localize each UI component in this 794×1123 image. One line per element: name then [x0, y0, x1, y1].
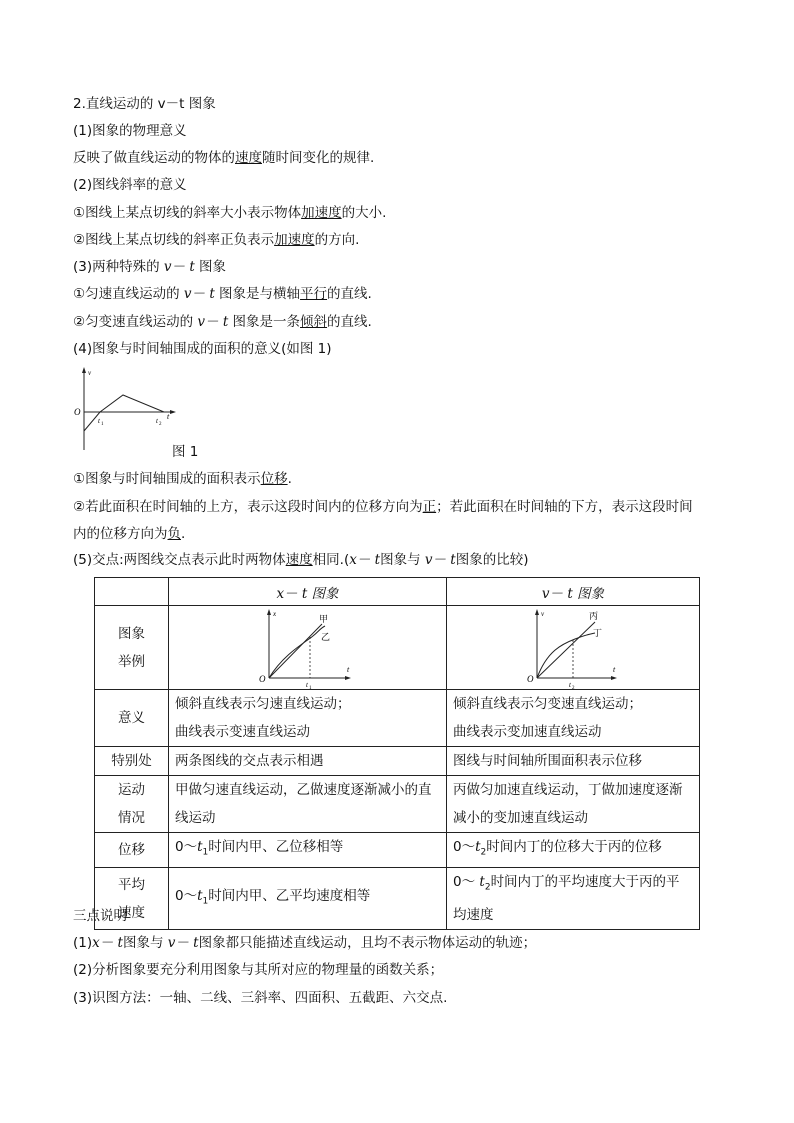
svg-text:1: 1	[101, 422, 104, 427]
cell-graph-vt	[447, 606, 700, 690]
table-row-average-velocity	[95, 867, 700, 930]
svg-text:O: O	[259, 674, 266, 684]
s4-line3: 内的位移方向为负.	[73, 526, 186, 542]
s4-title: (4)图象与时间轴围成的面积的意义(如图 1)	[73, 341, 332, 357]
s4-line1: ①图象与时间轴围成的面积表示位移.	[73, 471, 292, 487]
special-vt: 图线与时间轴所围面积表示位移	[447, 747, 700, 776]
row-label-special: 特别处	[95, 747, 169, 776]
fig1-v-label: v	[88, 369, 92, 377]
s1-text: 反映了做直线运动的物体的速度随时间变化的规律.	[73, 150, 375, 166]
xt-curve-yi	[269, 626, 325, 678]
svg-text:2: 2	[159, 422, 162, 427]
row-label-displacement: 位移	[95, 833, 169, 868]
s3-line2: ②匀变速直线运动的 v－ t 图象是一条倾斜的直线.	[73, 314, 372, 330]
fig1-t2-label: t	[156, 417, 158, 425]
svg-text:t: t	[347, 665, 350, 674]
label-bing: 丙	[589, 611, 599, 621]
vt-curve-ding	[537, 633, 595, 678]
label-ding: 丁	[593, 628, 603, 638]
s1-title: (1)图象的物理意义	[73, 123, 187, 139]
xt-line-jia	[269, 624, 322, 678]
row-label-average-velocity: 平均 速度	[95, 867, 169, 930]
table-header-row	[95, 578, 700, 606]
fig1-origin-label: O	[74, 407, 81, 417]
underlined-term: 加速度	[301, 205, 342, 221]
avg-xt: $0\sim t_1$时间内甲、乙平均速度相等	[169, 867, 447, 930]
avg-vt: 0～ $t_2$时间内丁的平均速度大于丙的平 均速度	[447, 867, 700, 930]
motion-xt: 甲做匀速直线运动，乙做速度逐渐减小的直 线运动	[169, 776, 447, 833]
svg-text:2: 2	[572, 686, 575, 691]
underlined-term: 平行	[300, 286, 328, 302]
notes-title: 三点说明	[73, 908, 127, 924]
s3-title: (3)两种特殊的 v－ t 图象	[73, 259, 227, 275]
underlined-term: 加速度	[274, 232, 315, 248]
note-2: (2)分析图象要充分利用图象与其所对应的物理量的函数关系；	[73, 962, 444, 978]
special-xt: 两条图线的交点表示相遇	[169, 747, 447, 776]
disp-xt: $0\sim t_1$时间内甲、乙位移相等	[169, 833, 447, 868]
figure-1-vt-graph	[74, 365, 184, 455]
row-label-graph: 图象 举例	[95, 606, 169, 690]
s2-line1: ①图线上某点切线的斜率大小表示物体加速度的大小.	[73, 205, 387, 221]
cell-graph-xt	[169, 606, 447, 690]
underlined-term: 位移	[260, 471, 288, 487]
underlined-term: 速度	[285, 552, 313, 568]
t-axis-arrow	[170, 410, 176, 414]
table-row-meaning	[95, 690, 700, 747]
s5-title: (5)交点:两图线交点表示此时两物体速度相同.(x－ t图象与 v－ t图象的比较)	[73, 552, 529, 568]
s4-line2: ②若此面积在时间轴的上方，表示这段时间内的位移方向为正；若此面积在时间轴的下方，表示这段时间	[73, 499, 693, 515]
row-label-motion: 运动 情况	[95, 776, 169, 833]
fig1-t1-label: t	[98, 417, 100, 425]
svg-text:t: t	[569, 681, 571, 689]
section-heading: 2.直线运动的 v－t 图象	[73, 96, 216, 112]
label-yi: 乙	[321, 632, 331, 642]
svg-text:t: t	[613, 665, 616, 674]
meaning-vt: 倾斜直线表示匀变速直线运动； 曲线表示变加速直线运动	[447, 690, 700, 747]
svg-text:t: t	[306, 681, 308, 689]
s2-line2: ②图线上某点切线的斜率正负表示加速度的方向.	[73, 232, 360, 248]
header-xt: x－ t 图象	[169, 578, 447, 606]
header-vt: v－ t 图象	[447, 578, 700, 606]
table-row-special	[95, 747, 700, 776]
vt-polyline	[84, 395, 164, 431]
svg-text:v: v	[541, 610, 545, 618]
label-jia: 甲	[319, 614, 329, 624]
note-3: (3)识图方法：一轴、二线、三斜率、四面积、五截距、六交点.	[73, 990, 448, 1006]
note-1: (1)x－ t图象与 v－ t图象都只能描述直线运动，且均不表示物体运动的轨迹；	[73, 935, 537, 951]
svg-text:O: O	[527, 674, 534, 684]
s2-title: (2)图线斜率的意义	[73, 177, 187, 193]
s3-line1: ①匀速直线运动的 v－ t 图象是与横轴平行的直线.	[73, 286, 372, 302]
svg-text:1: 1	[309, 686, 312, 691]
svg-text:x: x	[273, 610, 277, 618]
vt-line-bing	[537, 622, 595, 678]
table-row-graph	[95, 606, 700, 690]
figure-1-caption: 图 1	[172, 444, 199, 460]
vt-example-graph	[447, 606, 699, 691]
underlined-term: 正	[422, 499, 437, 515]
underlined-term: 倾斜	[300, 314, 328, 330]
underlined-term: 负	[167, 526, 181, 542]
table-row-motion	[95, 776, 700, 833]
disp-vt: $0\sim t_2$时间内丁的位移大于丙的位移	[447, 833, 700, 868]
meaning-xt: 倾斜直线表示匀速直线运动； 曲线表示变速直线运动	[169, 690, 447, 747]
underlined-term: 速度	[235, 150, 262, 166]
xt-example-graph	[169, 606, 446, 691]
fig1-t-label: t	[167, 412, 170, 421]
row-label-meaning: 意义	[95, 690, 169, 747]
header-blank	[95, 578, 169, 606]
motion-vt: 丙做匀加速直线运动，丁做加速度逐渐 减小的变加速直线运动	[447, 776, 700, 833]
v-axis-arrow	[82, 367, 86, 373]
table-row-displacement	[95, 833, 700, 868]
comparison-table	[94, 577, 700, 930]
